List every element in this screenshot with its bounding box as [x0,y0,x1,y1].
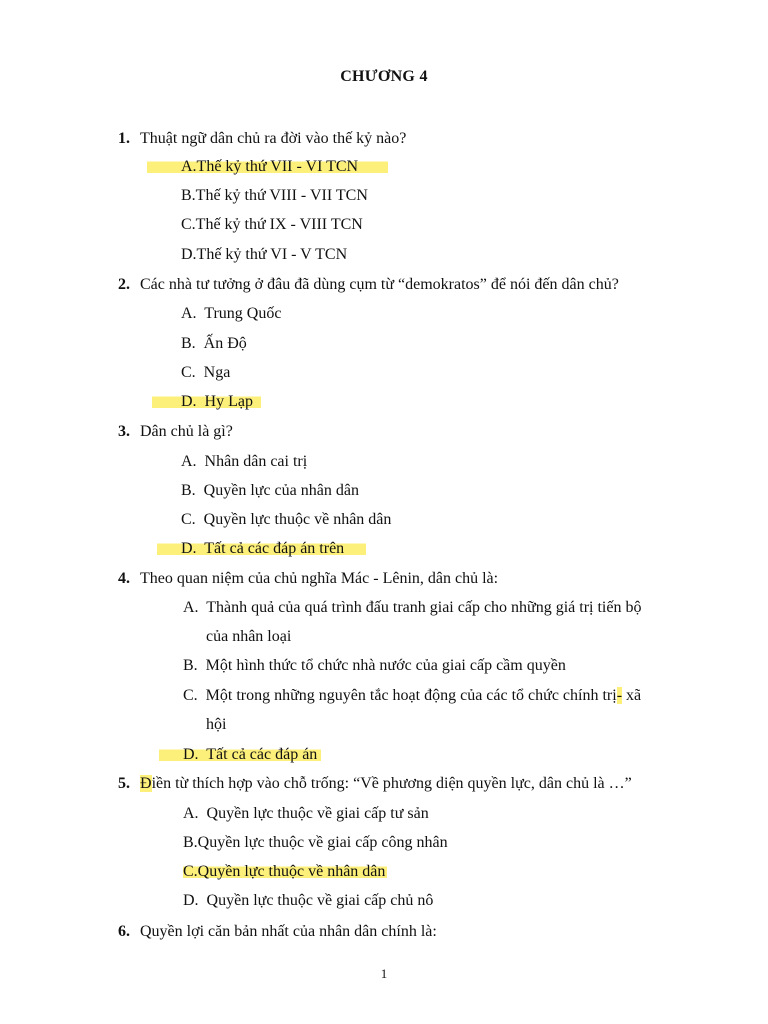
answer-highlight: C.Quyền lực thuộc về nhân dân [183,863,386,880]
q4-option-c-cont: hội [206,716,227,733]
q1-option-d: D.Thế kỷ thứ VI - V TCN [181,246,348,263]
answer-highlight: D. Tất cả các đáp án [159,746,321,763]
q4-option-d [183,745,321,765]
q3-option-a: A. Nhân dân cai trị [181,453,308,470]
q4-option-a-cont: của nhân loại [206,628,292,645]
q4-option-a: A. Thành quả của quá trình đấu tranh giai cấp cho những giá trị tiến bộ [183,599,642,616]
answer-highlight: A.Thế kỷ thứ VII - VI TCN [147,158,388,175]
q1-option-c: C.Thế kỷ thứ IX - VIII TCN [181,216,363,233]
question-text: Các nhà tư tưởng ở đâu đã dùng cụm từ “demokratos” để nói đến dân chủ? [140,276,619,293]
answer-highlight: D. Hy Lạp [152,393,261,410]
q2-option-d [181,392,261,412]
q1-option-b: B.Thế kỷ thứ VIII - VII TCN [181,187,368,204]
question-text: Dân chủ là gì? [140,423,233,440]
q4-option-b: B. Một hình thức tổ chức nhà nước của giai cấp cầm quyền [183,657,566,674]
question-text: Quyền lợi căn bản nhất của nhân dân chính là: [140,923,437,940]
q2-option-b: B. Ấn Độ [181,335,247,352]
question-number: 5. [118,775,130,792]
question-text: iền từ thích hợp vào chỗ trống: “Về phương diện quyền lực, dân chủ là …” [151,775,632,792]
q4-option-c [183,686,641,706]
question-3 [118,422,233,442]
q5-option-c [183,862,387,882]
q5-option-b: B.Quyền lực thuộc về giai cấp công nhân [183,834,448,851]
question-number: 4. [118,570,130,587]
question-6 [118,922,437,942]
highlight-mark: - [616,687,623,704]
q5-option-d: D. Quyền lực thuộc về giai cấp chủ nô [183,892,434,909]
highlight-mark: Đ [140,775,152,792]
q2-option-a: A. Trung Quốc [181,305,282,322]
q3-option-c: C. Quyền lực thuộc về nhân dân [181,511,392,528]
q3-option-d [181,539,366,559]
q5-option-a: A. Quyền lực thuộc về giai cấp tư sản [183,805,429,822]
page-number: 1 [380,966,388,981]
question-4 [118,569,498,589]
option-text: C. Một trong những nguyên tắc hoạt động của các tổ chức chính trị [183,687,617,704]
option-text-end: xã [622,687,642,704]
question-number: 6. [118,923,130,940]
question-number: 2. [118,276,130,293]
q1-option-a [181,157,388,177]
answer-highlight: D. Tất cả các đáp án trên [157,540,366,557]
q2-option-c: C. Nga [181,364,231,381]
q3-option-b: B. Quyền lực của nhân dân [181,482,359,499]
question-1 [118,129,406,149]
question-number: 1. [118,130,130,147]
question-text: Theo quan niệm của chủ nghĩa Mác - Lênin, dân chủ là: [140,570,499,587]
question-2 [118,275,619,295]
chapter-title: CHƯƠNG 4 [340,68,428,85]
question-text: Thuật ngữ dân chủ ra đời vào thế kỷ nào? [140,130,407,147]
question-5 [118,774,632,794]
question-number: 3. [118,423,130,440]
